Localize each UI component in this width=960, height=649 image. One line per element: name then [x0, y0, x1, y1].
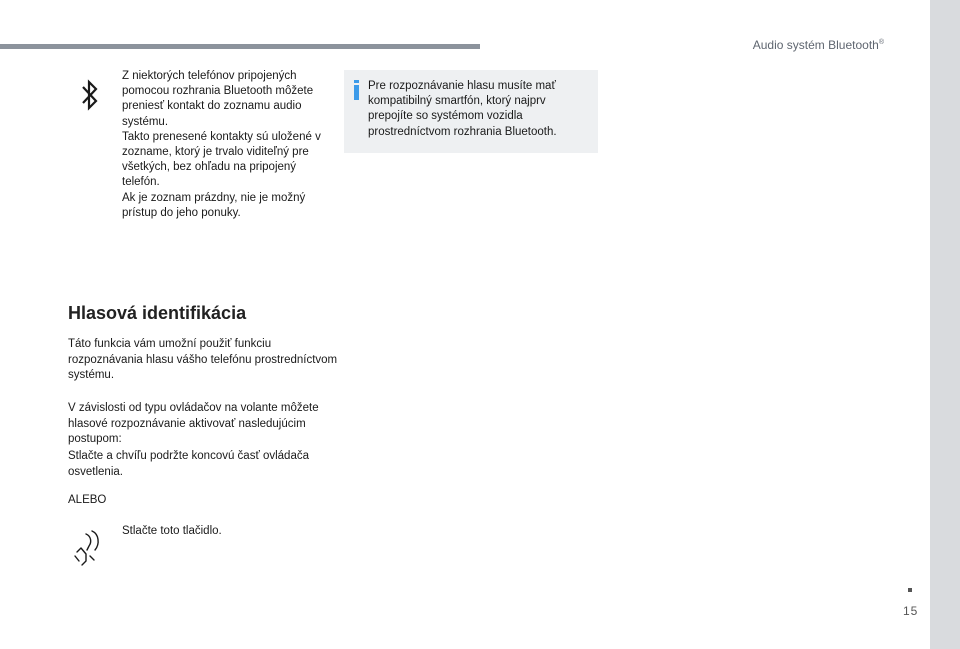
- registered-mark: ®: [878, 39, 884, 46]
- voice-button-text: Stlačte toto tlačidlo.: [122, 525, 222, 537]
- section-heading: Hlasová identifikácia: [68, 303, 247, 323]
- page-number: 15: [903, 604, 919, 618]
- info-icon: [354, 80, 359, 100]
- bluetooth-note-line: Ak je zoznam prázdny, nie je možný prístup do jeho ponuky.: [122, 191, 306, 219]
- page-side-band: [930, 0, 960, 649]
- section-paragraph: Táto funkcia vám umožní použiť funkciu rozpoznávania hlasu vášho telefónu prostredníctvom systému.: [68, 338, 338, 381]
- info-text: Pre rozpoznávanie hlasu musíte mať kompatibilný smartfón, ktorý najprv prepojíte so systémom vozidla prostredníctvom rozhrania Bluetooth.: [368, 80, 557, 138]
- voice-command-icon: [72, 528, 106, 568]
- section-paragraph: Stlačte a chvíľu podržte koncovú časť ovládača osvetlenia.: [68, 450, 309, 478]
- bluetooth-icon: [80, 78, 100, 112]
- bluetooth-note-line: Z niektorých telefónov pripojených pomocou rozhrania Bluetooth môžete preniesť kontakt do zoznamu audio systému.: [122, 70, 314, 128]
- bluetooth-note-line: Takto prenesené kontakty sú uložené v zozname, ktorý je trvalo viditeľný pre všetkých, bez ohľadu na pripojený telefón.: [122, 130, 321, 189]
- info-box: [344, 70, 598, 153]
- section-paragraph: V závislosti od typu ovládačov na volante môžete hlasové rozpoznávanie aktivovať nasledujúcim postupom:: [68, 402, 319, 445]
- header-rule: [0, 44, 480, 49]
- header-title: Audio systém Bluetooth®: [752, 38, 884, 52]
- bluetooth-note: [122, 69, 322, 221]
- page-marker: [908, 588, 912, 592]
- section-paragraph-or: ALEBO: [68, 494, 107, 506]
